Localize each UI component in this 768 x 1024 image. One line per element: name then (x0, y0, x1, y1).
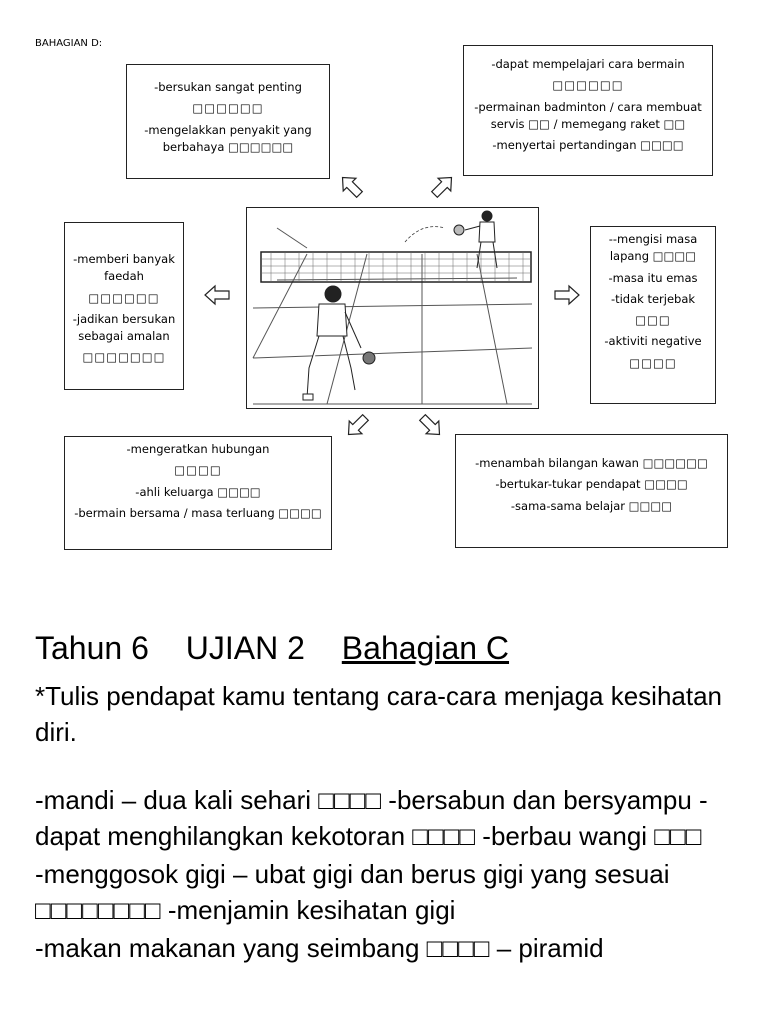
title-section: Bahagian C (341, 630, 510, 666)
arrow-down-left-icon (340, 412, 374, 440)
note-box-benefits (64, 222, 184, 390)
arrow-up-left-icon (334, 172, 368, 200)
note-line: -bertukar-tukar pendapat □□□□ (495, 477, 688, 492)
badminton-illustration (246, 207, 539, 409)
answer-item: -mandi – dua kali sehari □□□□ -bersabun dan bersyampu -dapat menghilangkan kekotoran □□□□ -berbau wangi □□□ (35, 785, 708, 851)
note-line: lapang □□□□ (609, 249, 697, 264)
note-box-importance (126, 64, 330, 179)
note-line: -mengeratkan hubungan (126, 442, 270, 456)
question-text: *Tulis pendapat kamu tentang cara-cara menjaga kesihatan diri. (35, 681, 723, 747)
answer-item: -makan makanan yang seimbang □□□□ – piramid (35, 933, 604, 963)
note-line: berbahaya □□□□□□ (162, 139, 294, 154)
note-line: -bersukan sangat penting (154, 80, 302, 94)
page-title (35, 630, 509, 667)
arrow-down-right-icon (414, 412, 448, 440)
note-line: -mengelakkan penyakit yang (144, 122, 312, 137)
note-line: □□□□ (629, 355, 677, 370)
note-line: -ahli keluarga □□□□ (135, 484, 261, 499)
note-line: -bermain bersama / masa terluang □□□□ (74, 505, 322, 520)
arrow-left-icon (200, 282, 234, 308)
arrow-up-right-icon (426, 172, 460, 200)
section-label: BAHAGIAN D: (35, 38, 103, 49)
note-line: -tidak terjebak (610, 291, 696, 306)
note-line: faedah (104, 269, 144, 284)
note-box-learn (463, 45, 713, 176)
note-line: □□□□□□ (192, 101, 264, 116)
note-box-relationship (64, 436, 332, 550)
note-line: □□□□ (174, 463, 222, 478)
note-line: -aktiviti negative (604, 334, 702, 349)
note-line: sebagai amalan (78, 329, 170, 343)
answer-item: -menggosok gigi – ubat gigi dan berus gigi yang sesuai □□□□□□□□ -menjamin kesihatan gigi (35, 859, 670, 925)
note-line: -permainan badminton / cara membuat (474, 99, 702, 114)
note-box-free-time (590, 226, 716, 404)
note-line: □□□□□□ (552, 78, 624, 93)
title-year: Tahun 6 (35, 630, 149, 666)
note-line: -dapat mempelajari cara bermain (491, 57, 685, 71)
arrow-right-icon (550, 282, 584, 308)
note-line: -jadikan bersukan (72, 311, 176, 326)
note-line: □□□ (635, 313, 671, 327)
note-box-friends (455, 434, 728, 548)
badminton-court-drawing (247, 208, 538, 408)
note-line: -sama-sama belajar □□□□ (510, 498, 673, 513)
note-line: -memberi banyak (73, 252, 175, 266)
note-line: --mengisi masa (608, 232, 698, 246)
note-line: -masa itu emas (608, 270, 698, 285)
title-exam: UJIAN 2 (185, 630, 305, 666)
note-line: -menyertai pertandingan □□□□ (492, 138, 684, 152)
answer-list (35, 782, 740, 968)
note-line: -menambah bilangan kawan □□□□□□ (475, 456, 708, 470)
note-line: servis □□ / memegang raket □□ (490, 116, 686, 131)
note-line: □□□□□□ (88, 290, 160, 305)
note-line: □□□□□□□ (82, 350, 166, 365)
